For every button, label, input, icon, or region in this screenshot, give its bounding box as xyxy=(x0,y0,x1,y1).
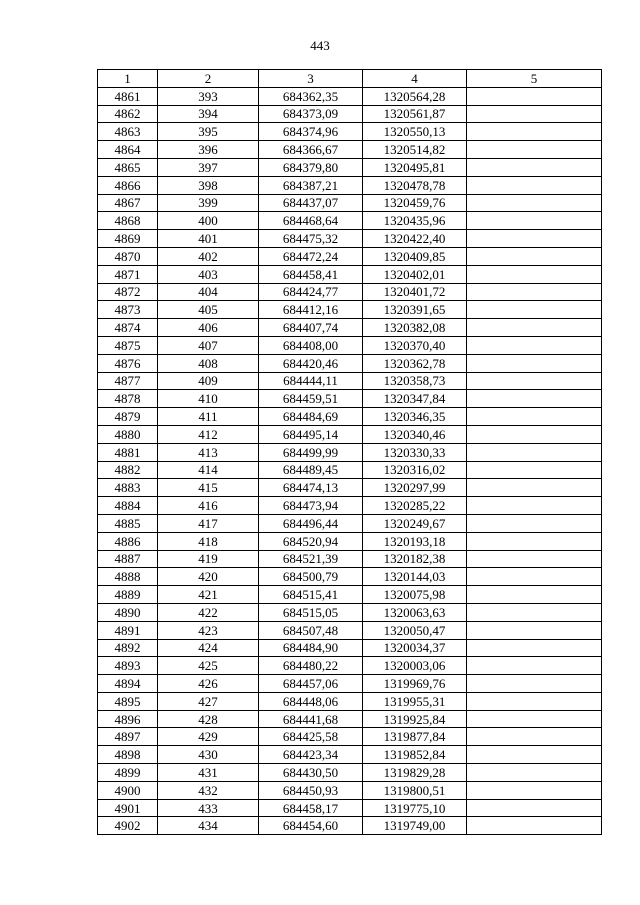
x-coordinate-cell: 684484,69 xyxy=(259,408,363,426)
y-coordinate-cell: 1320382,08 xyxy=(363,319,467,337)
table-row xyxy=(98,799,602,817)
sequence-number-cell: 395 xyxy=(158,123,259,141)
note-cell xyxy=(467,532,602,550)
note-cell xyxy=(467,764,602,782)
y-coordinate-cell: 1319800,51 xyxy=(363,781,467,799)
sequence-number-cell: 427 xyxy=(158,692,259,710)
y-coordinate-cell: 1319925,84 xyxy=(363,710,467,728)
note-cell xyxy=(467,372,602,390)
point-number-cell: 4877 xyxy=(98,372,158,390)
x-coordinate-cell: 684480,22 xyxy=(259,657,363,675)
point-number-cell: 4867 xyxy=(98,194,158,212)
table-row xyxy=(98,336,602,354)
note-cell xyxy=(467,817,602,835)
sequence-number-cell: 422 xyxy=(158,603,259,621)
table-row xyxy=(98,212,602,230)
point-number-cell: 4887 xyxy=(98,550,158,568)
y-coordinate-cell: 1320003,06 xyxy=(363,657,467,675)
point-number-cell: 4866 xyxy=(98,176,158,194)
note-cell xyxy=(467,675,602,693)
sequence-number-cell: 432 xyxy=(158,781,259,799)
point-number-cell: 4896 xyxy=(98,710,158,728)
note-cell xyxy=(467,497,602,515)
x-coordinate-cell: 684379,80 xyxy=(259,158,363,176)
x-coordinate-cell: 684468,64 xyxy=(259,212,363,230)
point-number-cell: 4898 xyxy=(98,746,158,764)
y-coordinate-cell: 1320347,84 xyxy=(363,390,467,408)
point-number-cell: 4862 xyxy=(98,105,158,123)
note-cell xyxy=(467,443,602,461)
point-number-cell: 4878 xyxy=(98,390,158,408)
sequence-number-cell: 413 xyxy=(158,443,259,461)
x-coordinate-cell: 684374,96 xyxy=(259,123,363,141)
column-header-4: 4 xyxy=(363,70,467,88)
y-coordinate-cell: 1320034,37 xyxy=(363,639,467,657)
point-number-cell: 4889 xyxy=(98,586,158,604)
y-coordinate-cell: 1319852,84 xyxy=(363,746,467,764)
sequence-number-cell: 426 xyxy=(158,675,259,693)
y-coordinate-cell: 1320514,82 xyxy=(363,141,467,159)
x-coordinate-cell: 684472,24 xyxy=(259,247,363,265)
sequence-number-cell: 415 xyxy=(158,479,259,497)
x-coordinate-cell: 684408,00 xyxy=(259,336,363,354)
x-coordinate-cell: 684444,11 xyxy=(259,372,363,390)
y-coordinate-cell: 1320050,47 xyxy=(363,621,467,639)
x-coordinate-cell: 684441,68 xyxy=(259,710,363,728)
x-coordinate-cell: 684489,45 xyxy=(259,461,363,479)
table-header xyxy=(98,70,602,88)
note-cell xyxy=(467,105,602,123)
table-row xyxy=(98,746,602,764)
column-header-1: 1 xyxy=(98,70,158,88)
x-coordinate-cell: 684521,39 xyxy=(259,550,363,568)
y-coordinate-cell: 1319969,76 xyxy=(363,675,467,693)
y-coordinate-cell: 1320495,81 xyxy=(363,158,467,176)
point-number-cell: 4894 xyxy=(98,675,158,693)
sequence-number-cell: 405 xyxy=(158,301,259,319)
note-cell xyxy=(467,568,602,586)
table-row xyxy=(98,443,602,461)
sequence-number-cell: 398 xyxy=(158,176,259,194)
y-coordinate-cell: 1320285,22 xyxy=(363,497,467,515)
x-coordinate-cell: 684499,99 xyxy=(259,443,363,461)
point-number-cell: 4895 xyxy=(98,692,158,710)
sequence-number-cell: 400 xyxy=(158,212,259,230)
note-cell xyxy=(467,265,602,283)
x-coordinate-cell: 684458,17 xyxy=(259,799,363,817)
note-cell xyxy=(467,710,602,728)
table-row xyxy=(98,764,602,782)
point-number-cell: 4875 xyxy=(98,336,158,354)
page-number: 443 xyxy=(310,38,330,53)
point-number-cell: 4900 xyxy=(98,781,158,799)
sequence-number-cell: 402 xyxy=(158,247,259,265)
note-cell xyxy=(467,283,602,301)
y-coordinate-cell: 1320249,67 xyxy=(363,514,467,532)
note-cell xyxy=(467,621,602,639)
x-coordinate-cell: 684473,94 xyxy=(259,497,363,515)
sequence-number-cell: 430 xyxy=(158,746,259,764)
note-cell xyxy=(467,781,602,799)
x-coordinate-cell: 684515,05 xyxy=(259,603,363,621)
point-number-cell: 4885 xyxy=(98,514,158,532)
sequence-number-cell: 433 xyxy=(158,799,259,817)
x-coordinate-cell: 684475,32 xyxy=(259,230,363,248)
x-coordinate-cell: 684387,21 xyxy=(259,176,363,194)
point-number-cell: 4874 xyxy=(98,319,158,337)
table-row xyxy=(98,586,602,604)
note-cell xyxy=(467,87,602,105)
point-number-cell: 4865 xyxy=(98,158,158,176)
point-number-cell: 4890 xyxy=(98,603,158,621)
point-number-cell: 4869 xyxy=(98,230,158,248)
y-coordinate-cell: 1320182,38 xyxy=(363,550,467,568)
y-coordinate-cell: 1319955,31 xyxy=(363,692,467,710)
point-number-cell: 4864 xyxy=(98,141,158,159)
sequence-number-cell: 423 xyxy=(158,621,259,639)
note-cell xyxy=(467,141,602,159)
y-coordinate-cell: 1320316,02 xyxy=(363,461,467,479)
y-coordinate-cell: 1319775,10 xyxy=(363,799,467,817)
y-coordinate-cell: 1320340,46 xyxy=(363,425,467,443)
note-cell xyxy=(467,550,602,568)
sequence-number-cell: 421 xyxy=(158,586,259,604)
note-cell xyxy=(467,230,602,248)
table-row xyxy=(98,692,602,710)
point-number-cell: 4882 xyxy=(98,461,158,479)
x-coordinate-cell: 684362,35 xyxy=(259,87,363,105)
y-coordinate-cell: 1319749,00 xyxy=(363,817,467,835)
table-row xyxy=(98,123,602,141)
sequence-number-cell: 414 xyxy=(158,461,259,479)
x-coordinate-cell: 684515,41 xyxy=(259,586,363,604)
point-number-cell: 4863 xyxy=(98,123,158,141)
x-coordinate-cell: 684366,67 xyxy=(259,141,363,159)
sequence-number-cell: 404 xyxy=(158,283,259,301)
sequence-number-cell: 399 xyxy=(158,194,259,212)
table-body xyxy=(98,87,602,834)
y-coordinate-cell: 1320561,87 xyxy=(363,105,467,123)
table-row xyxy=(98,354,602,372)
note-cell xyxy=(467,639,602,657)
note-cell xyxy=(467,212,602,230)
table-row xyxy=(98,621,602,639)
table-row xyxy=(98,532,602,550)
x-coordinate-cell: 684459,51 xyxy=(259,390,363,408)
table-row xyxy=(98,710,602,728)
point-number-cell: 4871 xyxy=(98,265,158,283)
note-cell xyxy=(467,746,602,764)
point-number-cell: 4880 xyxy=(98,425,158,443)
y-coordinate-cell: 1320401,72 xyxy=(363,283,467,301)
coordinates-table xyxy=(97,69,602,835)
note-cell xyxy=(467,514,602,532)
x-coordinate-cell: 684454,60 xyxy=(259,817,363,835)
x-coordinate-cell: 684474,13 xyxy=(259,479,363,497)
y-coordinate-cell: 1319877,84 xyxy=(363,728,467,746)
y-coordinate-cell: 1320358,73 xyxy=(363,372,467,390)
y-coordinate-cell: 1320402,01 xyxy=(363,265,467,283)
x-coordinate-cell: 684412,16 xyxy=(259,301,363,319)
table-row xyxy=(98,817,602,835)
note-cell xyxy=(467,408,602,426)
y-coordinate-cell: 1320346,35 xyxy=(363,408,467,426)
y-coordinate-cell: 1320459,76 xyxy=(363,194,467,212)
y-coordinate-cell: 1320144,03 xyxy=(363,568,467,586)
point-number-cell: 4893 xyxy=(98,657,158,675)
sequence-number-cell: 406 xyxy=(158,319,259,337)
table-row xyxy=(98,194,602,212)
sequence-number-cell: 428 xyxy=(158,710,259,728)
point-number-cell: 4870 xyxy=(98,247,158,265)
table-row xyxy=(98,230,602,248)
y-coordinate-cell: 1319829,28 xyxy=(363,764,467,782)
y-coordinate-cell: 1320391,65 xyxy=(363,301,467,319)
sequence-number-cell: 420 xyxy=(158,568,259,586)
note-cell xyxy=(467,603,602,621)
table-row xyxy=(98,247,602,265)
point-number-cell: 4879 xyxy=(98,408,158,426)
note-cell xyxy=(467,799,602,817)
x-coordinate-cell: 684457,06 xyxy=(259,675,363,693)
y-coordinate-cell: 1320330,33 xyxy=(363,443,467,461)
sequence-number-cell: 424 xyxy=(158,639,259,657)
point-number-cell: 4881 xyxy=(98,443,158,461)
table-row xyxy=(98,781,602,799)
y-coordinate-cell: 1320075,98 xyxy=(363,586,467,604)
y-coordinate-cell: 1320193,18 xyxy=(363,532,467,550)
x-coordinate-cell: 684425,58 xyxy=(259,728,363,746)
x-coordinate-cell: 684423,34 xyxy=(259,746,363,764)
sequence-number-cell: 431 xyxy=(158,764,259,782)
table-row xyxy=(98,87,602,105)
table-row xyxy=(98,479,602,497)
table-row xyxy=(98,301,602,319)
point-number-cell: 4892 xyxy=(98,639,158,657)
point-number-cell: 4886 xyxy=(98,532,158,550)
table-row xyxy=(98,657,602,675)
table-row xyxy=(98,675,602,693)
sequence-number-cell: 411 xyxy=(158,408,259,426)
table-row xyxy=(98,603,602,621)
sequence-number-cell: 412 xyxy=(158,425,259,443)
sequence-number-cell: 394 xyxy=(158,105,259,123)
table-row xyxy=(98,497,602,515)
note-cell xyxy=(467,692,602,710)
point-number-cell: 4868 xyxy=(98,212,158,230)
note-cell xyxy=(467,479,602,497)
point-number-cell: 4883 xyxy=(98,479,158,497)
note-cell xyxy=(467,247,602,265)
point-number-cell: 4888 xyxy=(98,568,158,586)
x-coordinate-cell: 684495,14 xyxy=(259,425,363,443)
table-row xyxy=(98,283,602,301)
table-row xyxy=(98,461,602,479)
x-coordinate-cell: 684458,41 xyxy=(259,265,363,283)
sequence-number-cell: 397 xyxy=(158,158,259,176)
sequence-number-cell: 429 xyxy=(158,728,259,746)
y-coordinate-cell: 1320550,13 xyxy=(363,123,467,141)
column-header-2: 2 xyxy=(158,70,259,88)
column-header-3: 3 xyxy=(259,70,363,88)
note-cell xyxy=(467,728,602,746)
x-coordinate-cell: 684450,93 xyxy=(259,781,363,799)
x-coordinate-cell: 684430,50 xyxy=(259,764,363,782)
sequence-number-cell: 393 xyxy=(158,87,259,105)
note-cell xyxy=(467,176,602,194)
y-coordinate-cell: 1320063,63 xyxy=(363,603,467,621)
table-row xyxy=(98,141,602,159)
point-number-cell: 4891 xyxy=(98,621,158,639)
x-coordinate-cell: 684496,44 xyxy=(259,514,363,532)
point-number-cell: 4872 xyxy=(98,283,158,301)
note-cell xyxy=(467,461,602,479)
sequence-number-cell: 434 xyxy=(158,817,259,835)
table-row xyxy=(98,425,602,443)
sequence-number-cell: 419 xyxy=(158,550,259,568)
y-coordinate-cell: 1320297,99 xyxy=(363,479,467,497)
sequence-number-cell: 401 xyxy=(158,230,259,248)
note-cell xyxy=(467,158,602,176)
column-header-5: 5 xyxy=(467,70,602,88)
note-cell xyxy=(467,354,602,372)
note-cell xyxy=(467,586,602,604)
table-row xyxy=(98,390,602,408)
table-row xyxy=(98,158,602,176)
sequence-number-cell: 416 xyxy=(158,497,259,515)
table-row xyxy=(98,176,602,194)
y-coordinate-cell: 1320409,85 xyxy=(363,247,467,265)
y-coordinate-cell: 1320435,96 xyxy=(363,212,467,230)
x-coordinate-cell: 684484,90 xyxy=(259,639,363,657)
sequence-number-cell: 410 xyxy=(158,390,259,408)
x-coordinate-cell: 684407,74 xyxy=(259,319,363,337)
table-row xyxy=(98,319,602,337)
x-coordinate-cell: 684448,06 xyxy=(259,692,363,710)
table-row xyxy=(98,728,602,746)
note-cell xyxy=(467,301,602,319)
x-coordinate-cell: 684520,94 xyxy=(259,532,363,550)
header-row xyxy=(98,70,602,88)
table-row xyxy=(98,265,602,283)
sequence-number-cell: 396 xyxy=(158,141,259,159)
note-cell xyxy=(467,194,602,212)
note-cell xyxy=(467,336,602,354)
x-coordinate-cell: 684373,09 xyxy=(259,105,363,123)
x-coordinate-cell: 684420,46 xyxy=(259,354,363,372)
point-number-cell: 4873 xyxy=(98,301,158,319)
x-coordinate-cell: 684507,48 xyxy=(259,621,363,639)
point-number-cell: 4876 xyxy=(98,354,158,372)
note-cell xyxy=(467,319,602,337)
sequence-number-cell: 408 xyxy=(158,354,259,372)
point-number-cell: 4901 xyxy=(98,799,158,817)
point-number-cell: 4884 xyxy=(98,497,158,515)
sequence-number-cell: 417 xyxy=(158,514,259,532)
sequence-number-cell: 409 xyxy=(158,372,259,390)
table-row xyxy=(98,372,602,390)
note-cell xyxy=(467,657,602,675)
table-row xyxy=(98,514,602,532)
y-coordinate-cell: 1320478,78 xyxy=(363,176,467,194)
table-row xyxy=(98,105,602,123)
x-coordinate-cell: 684500,79 xyxy=(259,568,363,586)
sequence-number-cell: 403 xyxy=(158,265,259,283)
note-cell xyxy=(467,123,602,141)
sequence-number-cell: 418 xyxy=(158,532,259,550)
y-coordinate-cell: 1320362,78 xyxy=(363,354,467,372)
point-number-cell: 4897 xyxy=(98,728,158,746)
note-cell xyxy=(467,425,602,443)
point-number-cell: 4899 xyxy=(98,764,158,782)
y-coordinate-cell: 1320422,40 xyxy=(363,230,467,248)
x-coordinate-cell: 684437,07 xyxy=(259,194,363,212)
table-row xyxy=(98,568,602,586)
table-row xyxy=(98,408,602,426)
table-row xyxy=(98,639,602,657)
x-coordinate-cell: 684424,77 xyxy=(259,283,363,301)
table-row xyxy=(98,550,602,568)
sequence-number-cell: 407 xyxy=(158,336,259,354)
point-number-cell: 4861 xyxy=(98,87,158,105)
point-number-cell: 4902 xyxy=(98,817,158,835)
y-coordinate-cell: 1320370,40 xyxy=(363,336,467,354)
sequence-number-cell: 425 xyxy=(158,657,259,675)
y-coordinate-cell: 1320564,28 xyxy=(363,87,467,105)
note-cell xyxy=(467,390,602,408)
